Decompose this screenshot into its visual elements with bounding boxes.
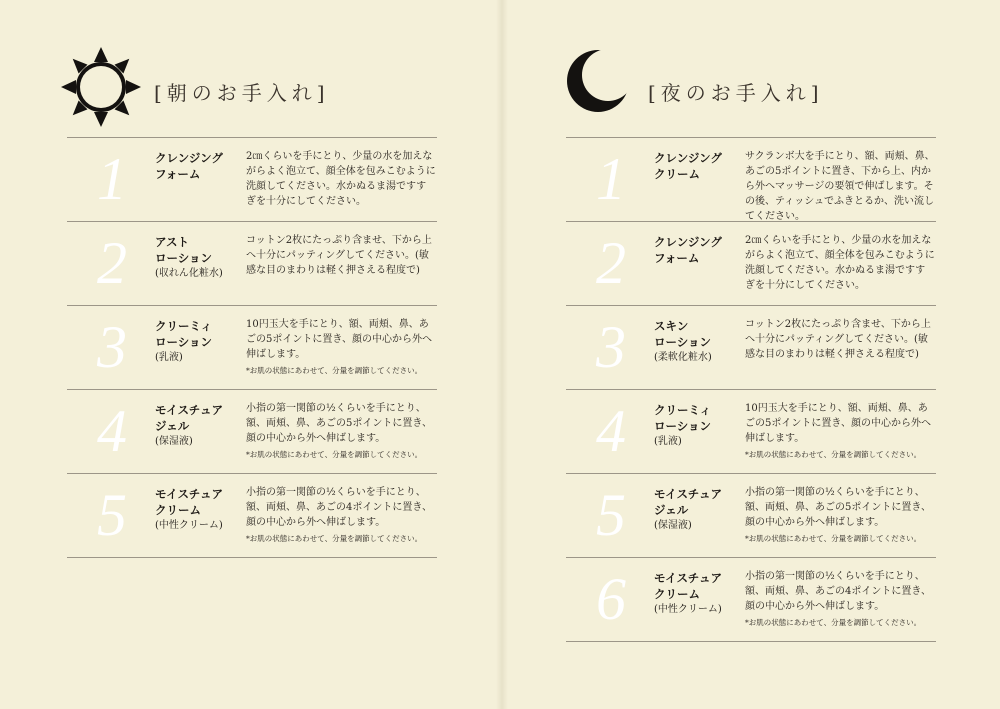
crescent-moon-icon (564, 45, 634, 115)
step-number: 1 (596, 146, 626, 212)
morning-header (67, 0, 437, 137)
morning-title: [朝のお手入れ] (154, 81, 330, 105)
product-name-line: クリーム (654, 167, 700, 181)
product-name-line: ローション (155, 335, 213, 349)
instruction-text: サクランボ大を手にとり、額、両頬、鼻、あごの5ポイントに置き、下から上、内から外へマッサージの要領で伸ばします。その後、ティッシュでふきとるか、洗い流してください。 (745, 151, 935, 222)
instruction-text: 2㎝くらいを手にとり、少量の水を加えながらよく泡立て、顔全体を包みこむように洗顔してください。水かぬるま湯ですすぎを十分にしてください。 (246, 151, 436, 207)
product-name-line: ジェル (654, 503, 689, 517)
step-description (745, 401, 935, 460)
product-type: (乳液) (654, 436, 682, 447)
product-name-line: ローション (654, 419, 712, 433)
product-name-line: モイスチュア (654, 571, 722, 585)
product-name (155, 318, 247, 366)
product-name (654, 318, 746, 366)
product-name-line: クレンジング (155, 151, 223, 165)
instruction-text: 小指の第一関節の½くらいを手にとり、額、両頬、鼻、あごの5ポイントに置き、顔の中心から外へ伸ばします。 (745, 487, 931, 528)
product-name-line: モイスチュア (654, 487, 722, 501)
step-row (67, 390, 437, 474)
night-title: [夜のお手入れ] (648, 81, 824, 105)
step-row (566, 222, 936, 306)
product-type: (乳液) (155, 352, 183, 363)
step-description (246, 317, 436, 376)
product-name-line: ジェル (155, 419, 190, 433)
product-type: (柔軟化粧水) (654, 352, 712, 363)
step-row (67, 222, 437, 306)
dosage-note: *お肌の状態にあわせて、分量を調節してください。 (745, 450, 922, 459)
product-name-line: フォーム (654, 251, 700, 265)
step-description (246, 401, 436, 460)
dosage-note: *お肌の状態にあわせて、分量を調節してください。 (745, 618, 922, 627)
product-name-line: モイスチュア (155, 487, 223, 501)
step-number: 3 (596, 314, 626, 380)
step-number: 2 (596, 230, 626, 296)
product-name (155, 234, 247, 282)
step-row (67, 138, 437, 222)
step-number: 4 (596, 398, 626, 464)
product-name-line: クレンジング (654, 151, 722, 165)
instruction-text: コットン2枚にたっぷり含ませ、下から上へ十分にパッティングしてください。(敏感な目のまわりは軽く押さえる程度で) (246, 235, 432, 276)
product-name (155, 150, 247, 182)
night-header (566, 0, 936, 137)
product-name-line: クリーミィ (155, 319, 213, 333)
product-type: (中性クリーム) (155, 520, 223, 531)
product-name-line: クレンジング (654, 235, 722, 249)
product-name-line: フォーム (155, 167, 201, 181)
product-name (654, 402, 746, 450)
night-steps (566, 138, 936, 642)
step-number: 3 (97, 314, 127, 380)
instruction-text: 2㎝くらいを手にとり、少量の水を加えながらよく泡立て、顔全体を包みこむように洗顔してください。水かぬるま湯ですすぎを十分にしてください。 (745, 235, 935, 291)
instruction-text: コットン2枚にたっぷり含ませ、下から上へ十分にパッティングしてください。(敏感な目のまわりは軽く押さえる程度で) (745, 319, 931, 360)
product-type: (保湿液) (155, 436, 193, 447)
product-name-line: クリーム (155, 503, 201, 517)
product-name-line: ローション (654, 335, 712, 349)
step-row (566, 474, 936, 558)
page-fold (496, 0, 508, 709)
dosage-note: *お肌の状態にあわせて、分量を調節してください。 (246, 450, 423, 459)
step-description (745, 569, 935, 628)
step-description (246, 149, 436, 209)
product-name (654, 570, 746, 618)
dosage-note: *お肌の状態にあわせて、分量を調節してください。 (246, 366, 423, 375)
step-row (566, 558, 936, 642)
step-row (566, 138, 936, 222)
step-number: 1 (97, 146, 127, 212)
product-type: (中性クリーム) (654, 604, 722, 615)
product-name (654, 234, 746, 266)
instruction-text: 小指の第一関節の½くらいを手にとり、額、両頬、鼻、あごの4ポイントに置き、顔の中心から外へ伸ばします。 (745, 571, 931, 612)
morning-routine (67, 0, 437, 558)
product-type: (収れん化粧水) (155, 268, 223, 279)
product-name-line: モイスチュア (155, 403, 223, 417)
sun-icon (59, 45, 143, 129)
step-row (67, 474, 437, 558)
dosage-note: *お肌の状態にあわせて、分量を調節してください。 (745, 534, 922, 543)
product-name-line: アスト (155, 235, 190, 249)
product-name (654, 486, 746, 534)
step-number: 5 (97, 482, 127, 548)
step-row (566, 306, 936, 390)
instruction-text: 小指の第一関節の½くらいを手にとり、額、両頬、鼻、あごの5ポイントに置き、顔の中心から外へ伸ばします。 (246, 403, 432, 444)
step-description (246, 485, 436, 544)
step-row (67, 306, 437, 390)
product-name-line: ローション (155, 251, 213, 265)
step-number: 2 (97, 230, 127, 296)
step-description (246, 233, 436, 278)
product-type: (保湿液) (654, 520, 692, 531)
night-routine (566, 0, 936, 642)
step-number: 6 (596, 566, 626, 632)
instruction-text: 10円玉大を手にとり、額、両頬、鼻、あごの5ポイントに置き、顔の中心から外へ伸ばします。 (246, 319, 432, 360)
instruction-text: 10円玉大を手にとり、額、両頬、鼻、あごの5ポイントに置き、顔の中心から外へ伸ばします。 (745, 403, 931, 444)
dosage-note: *お肌の状態にあわせて、分量を調節してください。 (246, 534, 423, 543)
product-name (155, 486, 247, 534)
step-number: 5 (596, 482, 626, 548)
step-description (745, 233, 935, 293)
product-name-line: クリーム (654, 587, 700, 601)
product-name (155, 402, 247, 450)
step-description (745, 485, 935, 544)
step-description (745, 149, 935, 224)
step-number: 4 (97, 398, 127, 464)
product-name (654, 150, 746, 182)
step-description (745, 317, 935, 362)
morning-steps (67, 138, 437, 558)
step-row (566, 390, 936, 474)
product-name-line: クリーミィ (654, 403, 712, 417)
product-name-line: スキン (654, 319, 689, 333)
instruction-text: 小指の第一関節の½くらいを手にとり、額、両頬、鼻、あごの4ポイントに置き、顔の中心から外へ伸ばします。 (246, 487, 432, 528)
